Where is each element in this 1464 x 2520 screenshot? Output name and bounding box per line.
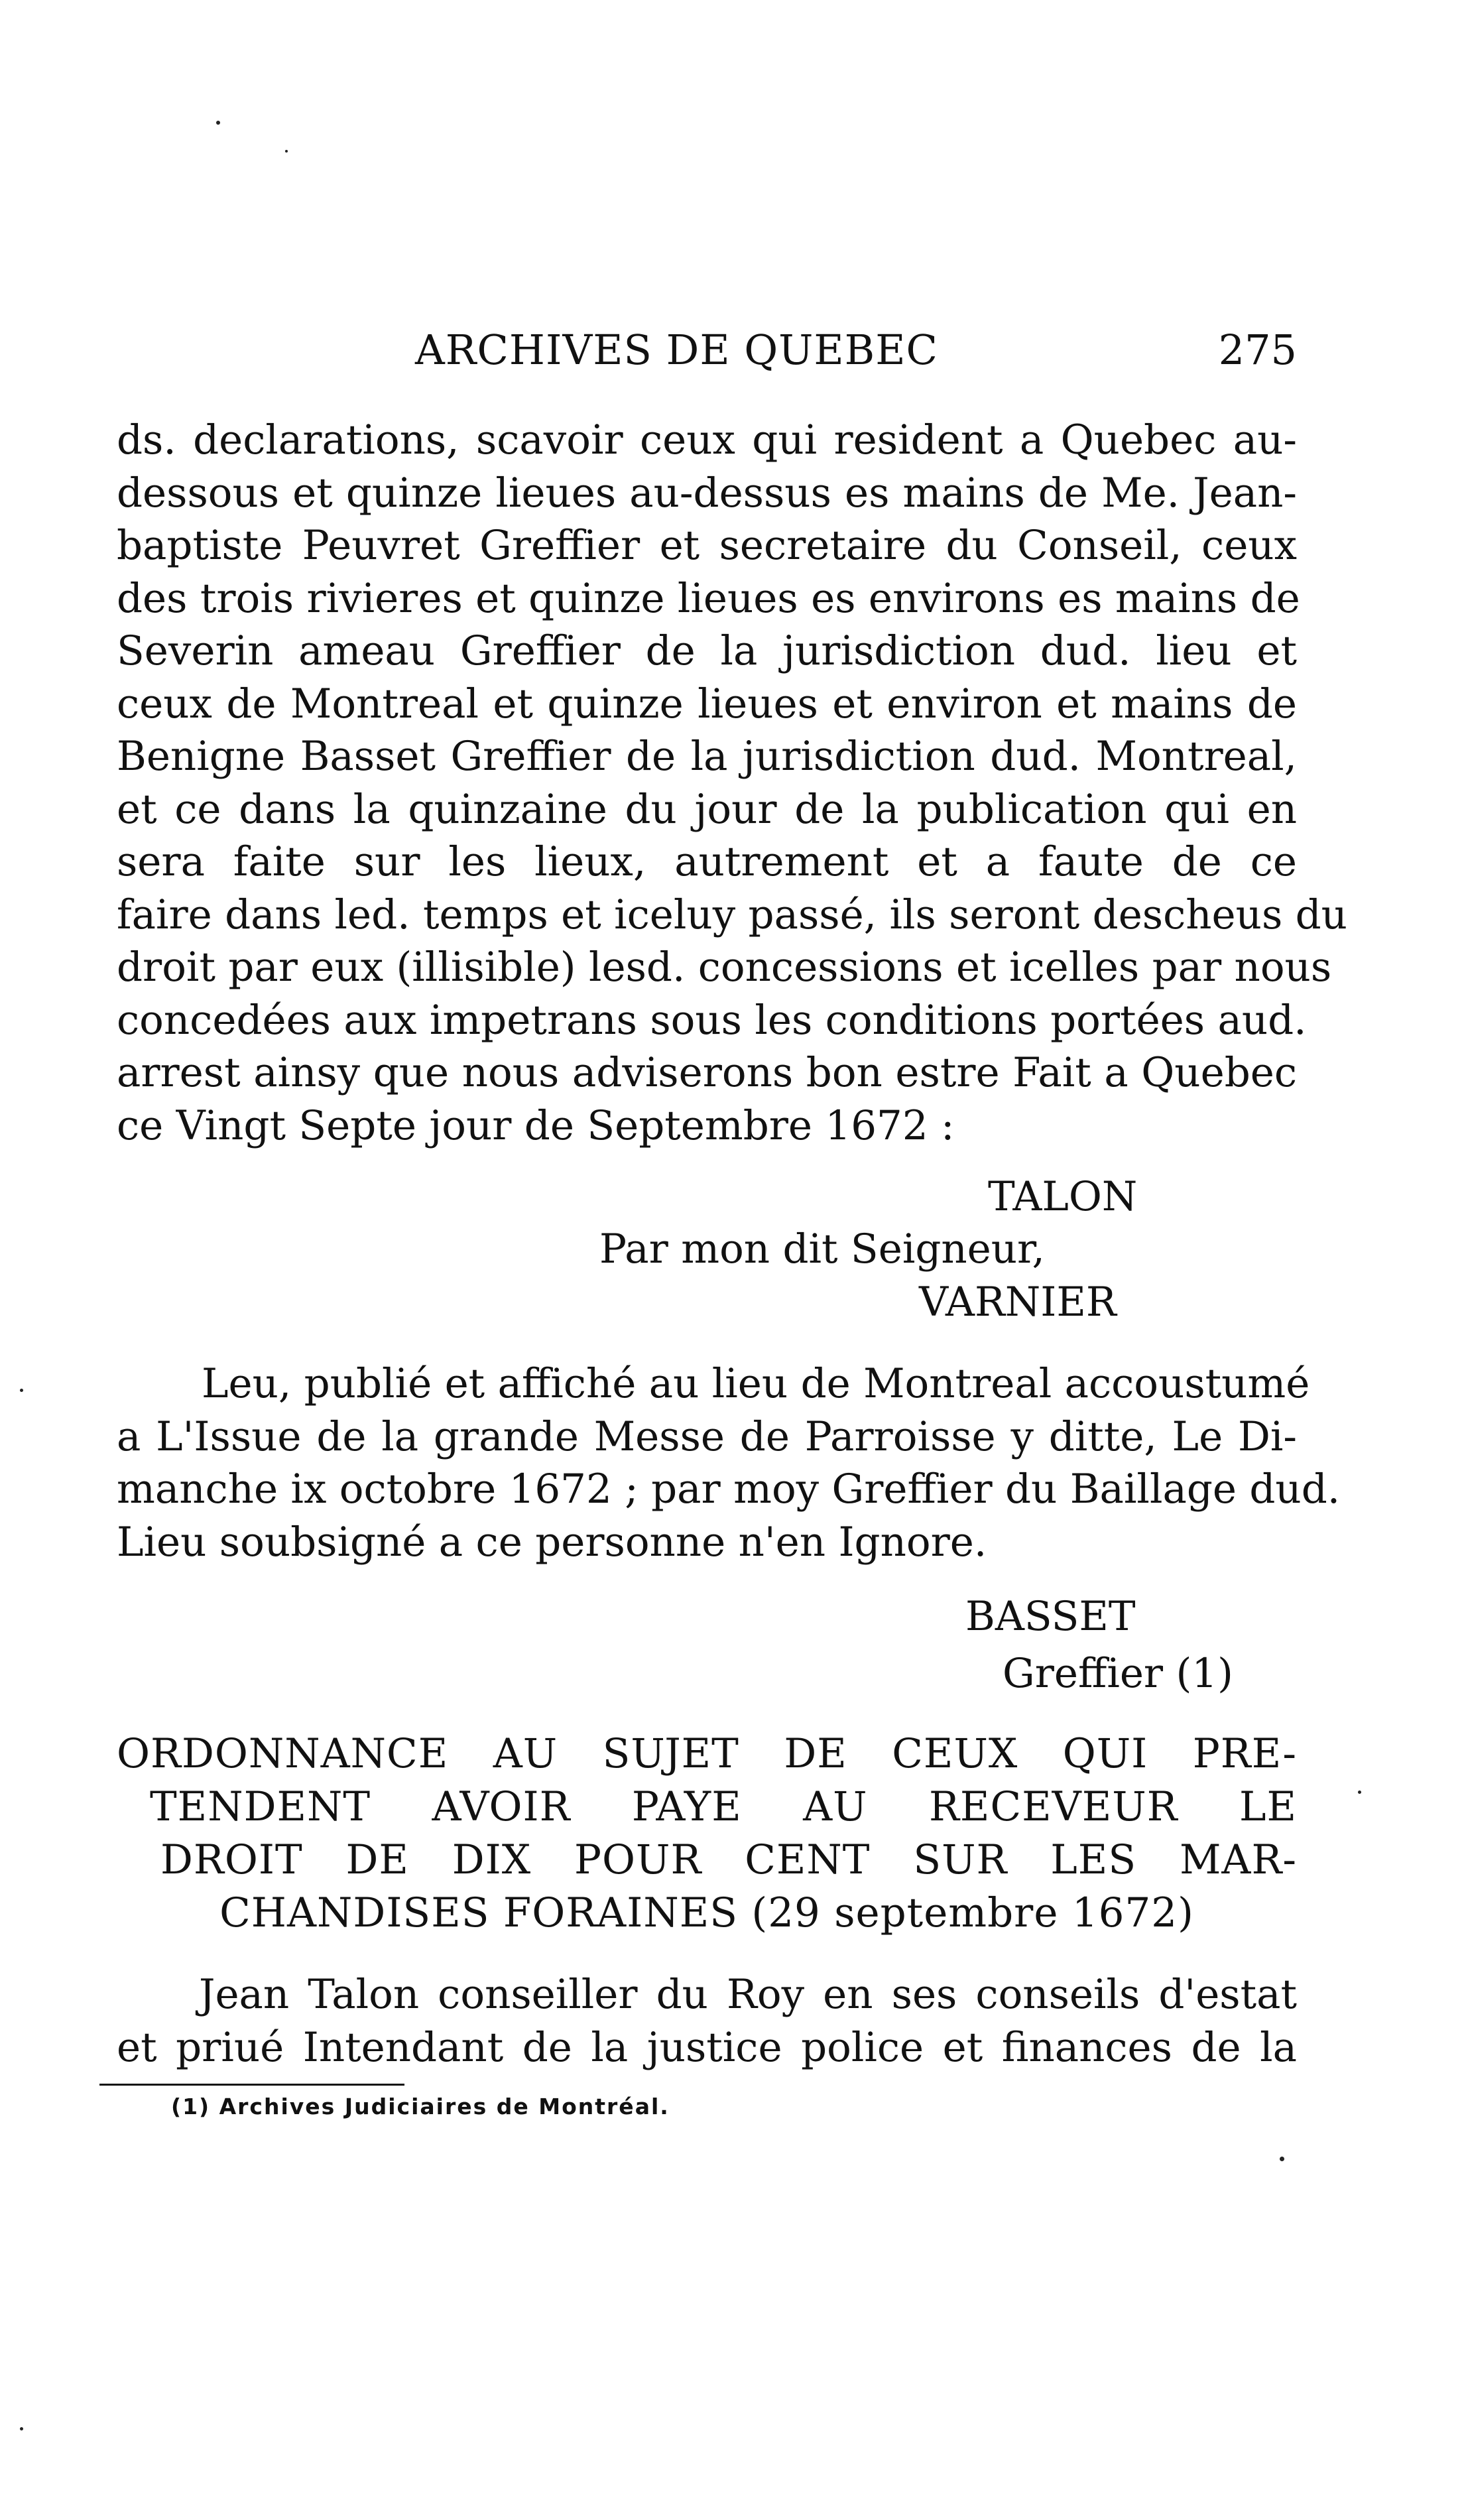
text-line: et ce dans la quinzaine du jour de la publication qui en	[117, 785, 1297, 833]
paragraph-publication	[117, 1357, 1341, 1568]
text-line: Lieu soubsigné a ce personne n'en Ignore.	[117, 1518, 987, 1566]
text-line: sera faite sur les lieux, autrement et a faute de ce	[117, 838, 1297, 885]
page-number: 275	[1218, 326, 1297, 374]
paragraph-ordonnance	[117, 1968, 1297, 2074]
signature-greffier-title: Greffier (1)	[1003, 1650, 1233, 1697]
text-line: manche ix octobre 1672 ; par moy Greffier du Baillage dud.	[117, 1466, 1341, 1513]
text-line: a L'Issue de la grande Messe de Parroisse y ditte, Le Di-	[117, 1413, 1297, 1460]
text-line: et priué Intendant de la justice police et finances de la	[117, 2023, 1297, 2071]
text-line: arrest ainsy que nous adviserons bon estre Fait a Quebec	[117, 1049, 1297, 1096]
heading-line: CHANDISES FORAINES (29 septembre 1672)	[219, 1889, 1194, 1936]
footnote-rule	[99, 2084, 404, 2086]
scan-speck	[285, 150, 288, 153]
footnote: (1) Archives Judiciaires de Montréal.	[171, 2094, 670, 2119]
text-line: ce Vingt Septe jour de Septembre 1672 :	[117, 1102, 955, 1149]
text-line: baptiste Peuvret Greffier et secretaire du Conseil, ceux	[117, 522, 1297, 569]
text-line: des trois rivieres et quinze lieues es environs es mains de	[117, 574, 1300, 622]
scan-speck	[1358, 1791, 1361, 1794]
heading-line: TENDENT AVOIR PAYE AU RECEVEUR LE	[150, 1783, 1297, 1830]
heading-line: DROIT DE DIX POUR CENT SUR LES MAR-	[160, 1836, 1297, 1883]
signature-talon: TALON	[988, 1173, 1138, 1220]
text-line: droit par eux (illisible) lesd. concessions et icelles par nous	[117, 944, 1332, 991]
heading-line: ORDONNANCE AU SUJET DE CEUX QUI PRE-	[117, 1730, 1297, 1777]
text-line: Leu, publié et affiché au lieu de Montreal accoustumé	[202, 1360, 1310, 1407]
text-line: ds. declarations, scavoir ceux qui resident a Quebec au-	[117, 416, 1297, 464]
text-line: faire dans led. temps et iceluy passé, ils seront descheus du	[117, 891, 1347, 938]
section-heading	[117, 1728, 1297, 1940]
scan-speck	[216, 121, 220, 125]
signature-varnier: VARNIER	[919, 1279, 1117, 1326]
text-line: Benigne Basset Greffier de la jurisdiction dud. Montreal,	[117, 733, 1297, 780]
paragraph-declarations	[117, 414, 1347, 1152]
scan-speck	[20, 1389, 23, 1392]
text-line: Jean Talon conseiller du Roy en ses conseils d'estat	[199, 1971, 1297, 2018]
text-line: concedées aux impetrans sous les conditions portées aud.	[117, 996, 1307, 1044]
text-line: ceux de Montreal et quinze lieues et environ et mains de	[117, 680, 1297, 727]
text-line: dessous et quinze lieues au-dessus es mains de Me. Jean-	[117, 469, 1297, 517]
running-head	[117, 324, 1297, 377]
signature-basset: BASSET	[965, 1593, 1136, 1640]
running-title: ARCHIVES DE QUEBEC	[415, 326, 938, 374]
scan-speck	[20, 2427, 23, 2430]
signature-attestation: Par mon dit Seigneur,	[599, 1226, 1045, 1273]
text-line: Severin ameau Greffier de la jurisdiction dud. lieu et	[117, 627, 1297, 674]
scan-speck	[1280, 2157, 1284, 2161]
